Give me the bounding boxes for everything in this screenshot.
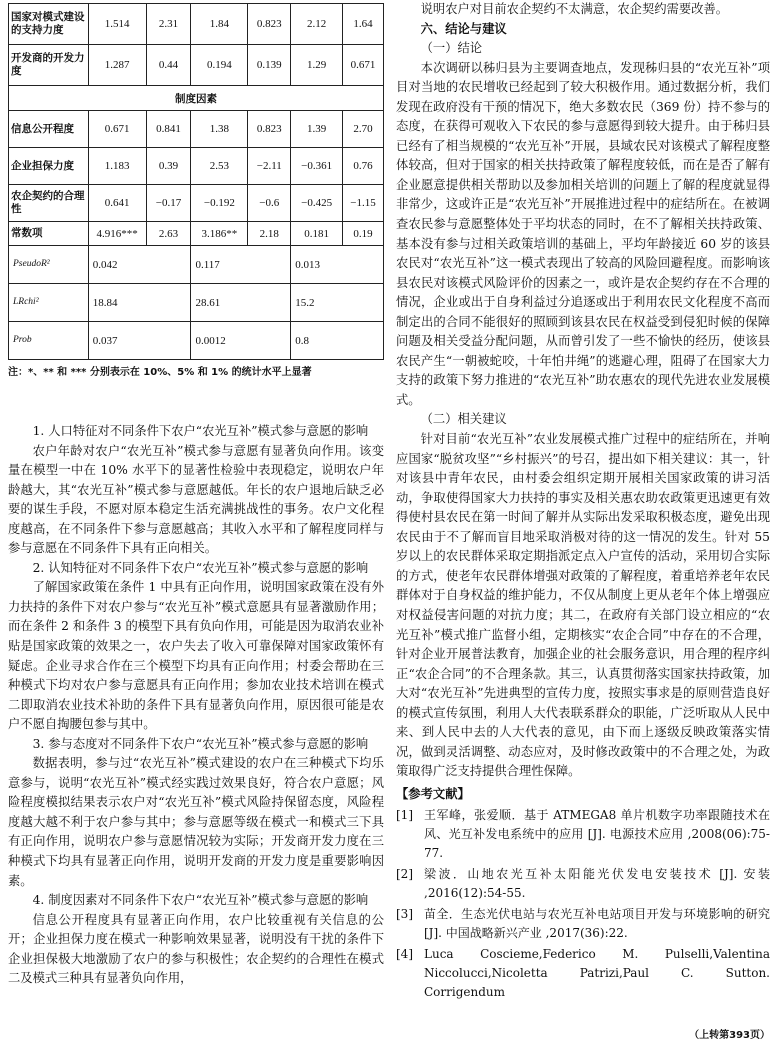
paragraph-0: 说明农户对目前农企契约不太满意，农企契约需要改善。	[420, 2, 729, 16]
cell-value: 2.53	[191, 148, 248, 185]
paragraph-suggestions: 针对目前“农光互补”农业发展模式推广过程中的症结所在，并响应国家“脱贫攻坚”“乡村振兴”的号召，提出如下相关建议：其一，针对该县中青年农民，由村委会组织定期开展相关国家政策的讲习活动，争取使得国家大力扶持的事实及相关惠农助农政策更迅速更有效得使村县农民在第一时间了解并从实际出发采取积极态度，避免出现农民由于不了解而盲目地采取消极对待的这一情况的发生。针对 55 岁以上的农民群体采取定期指派定点入户宣传的活动，采用切合实际的方式，使老年农民群体增强对政策的了解程度，着重培养老年农民群体对于自身权益的维护能力，不仅从制度上更从老年个体上增强应对权益侵害问题的对抗力度；其二，在政府有关部门设立相应的“农光互补”模式推广监督小组，定期核实“农企合同”中存在的不合理，针对企业开展普法教育，加强企业的社会服务意识，用合理的程序纠正“农企合同”的不合理条款。其三，认真贯彻落实国家扶持政策，加大对“农光互补”先进典型的宣传力度，按照实事求是的原则营造良好的模式宣传氛围，利用人大代表联系群众的职能，广泛听取从人民中来、到人民中去的人大代表的意见，由下而上逐级反映政策落实情况，做到灵活调整、动态应对，及时修改政策中的不合理之处，为政策取得广泛支持提供合理性保障。	[396, 432, 770, 779]
reference-text: 王军峰，张爱顺．基于 ATMEGA8 单片机数字功率跟随技术在风、光互补发电系统中的应用 [J]. 电源技术应用 ,2008(06):75-77.	[424, 807, 770, 860]
section-label: 制度因素	[9, 86, 384, 111]
cell-value: 0.76	[343, 148, 384, 185]
row-label: 常数项	[9, 222, 89, 246]
stat-value: 15.2	[291, 284, 384, 322]
section-row	[9, 86, 384, 111]
reference-text: 苗全．生态光伏电站与农光互补电站项目开发与环境影响的研究 [J]. 中国战略新兴产业 ,2017(36):22.	[424, 906, 770, 940]
table-note: 注：*、** 和 *** 分别表示在 10%、5% 和 1% 的统计水平上显著	[8, 367, 312, 378]
paragraph-1: 农户年龄对农户“农光互补”模式参与意愿有显著负向作用。该变量在模型一中在 10% 水平下的显著性检验中表现稳定，说明农户年龄越大，其“农光互补”模式参与意愿越低。年长的农户退地后缺乏必要的谋生手段，不愿对原本稳定生活充满挑战性的事务。农户文化程度越高，在不同条件下参与意愿越高；其收入水平和了解程度同样与参与意愿在不同条件下具有正向相关。	[8, 443, 384, 556]
cell-value: 0.823	[248, 4, 291, 45]
cell-value: 2.63	[146, 222, 191, 246]
stat-value: 0.8	[291, 322, 384, 360]
cell-value: −0.17	[146, 185, 191, 222]
table-row	[9, 45, 384, 86]
stat-value: 0.037	[88, 322, 191, 360]
cell-value: 1.39	[291, 111, 343, 148]
cell-value: −0.6	[248, 185, 291, 222]
reference-number: [1]	[396, 807, 413, 822]
cell-value: 1.84	[191, 4, 248, 45]
cell-value: 0.823	[248, 111, 291, 148]
cell-value: 2.12	[291, 4, 343, 45]
stat-row	[9, 322, 384, 360]
stat-row	[9, 246, 384, 284]
cell-value: 0.139	[248, 45, 291, 86]
heading-4: 4. 制度因素对不同条件下农户“农光互补”模式参与意愿的影响	[32, 893, 369, 908]
stat-value: 18.84	[88, 284, 191, 322]
stat-value: 0.013	[291, 246, 384, 284]
cell-value: −0.361	[291, 148, 343, 185]
reference-item	[396, 945, 770, 1002]
heading-2: 2. 认知特征对不同条件下农户“农光互补”模式参与意愿的影响	[32, 560, 369, 575]
cell-value: 0.671	[88, 111, 146, 148]
paragraph-3: 数据表明，参与过“农光互补”模式建设的农户在三种模式下均乐意参与，说明“农光互补”模式经实践过效果良好，符合农户意愿；风险程度模拟结果表示农户对“农光互补”模式风险持保留态度，风险程度越大越不利于农户参与其中；参与意愿等级在模式一和模式三下具有正向作用，说明农户参与意愿情况较为实际；开发商开发力度在三种模式下均具有显著正向作用，说明开发商的开发力度是重要影响因素。	[8, 756, 384, 888]
cell-value: 1.183	[88, 148, 146, 185]
left-column	[8, 0, 384, 989]
stat-label: Prob	[9, 322, 89, 360]
heading-1: 1. 人口特征对不同条件下农户“农光互补”模式参与意愿的影响	[32, 424, 369, 438]
references-list	[396, 806, 770, 1002]
reference-item	[396, 865, 770, 903]
reference-number: [2]	[396, 866, 413, 881]
cell-value: 4.916***	[88, 222, 146, 246]
continued-note: （上转第393页）	[689, 1030, 770, 1041]
cell-value: 2.70	[343, 111, 384, 148]
reference-number: [3]	[396, 906, 413, 921]
table-row	[9, 4, 384, 45]
stat-row	[9, 284, 384, 322]
cell-value: 0.671	[343, 45, 384, 86]
stat-value: 0.117	[191, 246, 291, 284]
stat-value: 0.042	[88, 246, 191, 284]
section-heading-6: 六、结论与建议	[420, 21, 507, 36]
cell-value: 0.641	[88, 185, 146, 222]
cell-value: 2.31	[146, 4, 191, 45]
cell-value: −0.425	[291, 185, 343, 222]
reference-item	[396, 806, 770, 863]
cell-value: 3.186**	[191, 222, 248, 246]
regression-table	[8, 3, 384, 360]
cell-value: 2.18	[248, 222, 291, 246]
cell-value: 1.29	[291, 45, 343, 86]
table-row	[9, 222, 384, 246]
paragraph-conclusion: 本次调研以秭归县为主要调查地点，发现秭归县的“农光互补”项目对当地的农民增收已经起到了较大积极作用。通过数据分析，我们发现在政府没有干预的情况下，绝大多数农民（369 份）持不参与的态度，在获得可观收入下农民的参与意愿得到较大提升。由于秭归县已经有了相当规模的“农光互补”开展，县域农民对该模式了解程度整体较高，但对于国家的相关扶持政策了解程度较低，而在是否了解有企业愿意提供相关帮助以及参加相关培训的问题上了解的程度就显得非常少，这或许正是“农光互补”开展推进过程中的症结所在。在被调查农民参与意愿整体处于平均状态的同时，在不了解相关扶持政策、基本没有参与过相关政策培训的基础上，平均年龄接近 60 岁的该县农民对“农光互补”这一模式表现出了较高的风险回避程度。而影响该县农民对该模式风险评价的因素之一，或许是农企契约存在不合理的情况，企业或出于自身利益过分追逐或出于利用农民文化程度不高而制定出的合同不能很好的照顾到该县农民在权益受到侵犯时候的保障问题及相关受益分配问题，从而曾引发了一些不愉快的经历，使该县农民产生“一朝被蛇咬，十年怕井绳”的逃避心理，阻碍了在国家大力支持的政策下努力推进的“农光互补”助农惠农的现代先进农业发展模式。	[396, 60, 770, 407]
row-label: 企业担保力度	[9, 148, 89, 185]
row-label: 国家对模式建设的支持力度	[9, 4, 89, 45]
reference-text: Luca Coscieme,Federico M. Pulselli,Valentina Niccolucci,Nicoletta Patrizi,Paul C. Sutton. Corrigendum	[424, 946, 770, 999]
stat-value: 0.0012	[191, 322, 291, 360]
cell-value: 0.194	[191, 45, 248, 86]
cell-value: 0.841	[146, 111, 191, 148]
subheading-conclusion: （一）结论	[420, 41, 483, 56]
right-column	[396, 0, 770, 1002]
row-label: 信息公开程度	[9, 111, 89, 148]
table-row	[9, 148, 384, 185]
cell-value: 1.514	[88, 4, 146, 45]
stat-label: LRchi²	[9, 284, 89, 322]
cell-value: −2.11	[248, 148, 291, 185]
cell-value: 0.39	[146, 148, 191, 185]
cell-value: 1.64	[343, 4, 384, 45]
subheading-suggestions: （二）相关建议	[420, 412, 507, 427]
stat-label: PseudoR²	[9, 246, 89, 284]
table-row	[9, 185, 384, 222]
cell-value: 0.44	[146, 45, 191, 86]
cell-value: 1.38	[191, 111, 248, 148]
reference-item	[396, 905, 770, 943]
row-label: 农企契约的合理性	[9, 185, 89, 222]
reference-number: [4]	[396, 946, 413, 961]
reference-text: 梁波．山地农光互补太阳能光伏发电安装技术 [J]. 安装 ,2016(12):54-55.	[424, 866, 770, 900]
table-row	[9, 111, 384, 148]
cell-value: −1.15	[343, 185, 384, 222]
cell-value: 0.181	[291, 222, 343, 246]
cell-value: 0.19	[343, 222, 384, 246]
stat-value: 28.61	[191, 284, 291, 322]
paragraph-2: 了解国家政策在条件 1 中具有正向作用，说明国家政策在没有外力扶持的条件下对农户参与“农光互补”模式意愿具有显著激励作用；而在条件 2 和条件 3 的模型下具有负向作用，可能是因为取消农业补贴是国家政策的效果之一，农户失去了收入可靠保障对国家政策怀有疑虑。企业寻求合作在三个模型下均具有正向作用；村委会帮助在三种模式下均对农户参与意愿具有正向作用；参加农业技术培训在模式二即取消农业技术补助的条件下具有显著负向作用，原因很可能是农户不愿自掏腰包参与其中。	[8, 580, 384, 732]
cell-value: 1.287	[88, 45, 146, 86]
cell-value: −0.192	[191, 185, 248, 222]
paragraph-4: 信息公开程度具有显著正向作用，农户比较重视有关信息的公开；企业担保力度在模式一种影响效果显著，说明没有干扰的条件下企业担保极大地激励了农户的参与积极性；农企契约的合理性在模式二及模式三种具有显著负向作用，	[8, 912, 384, 986]
row-label: 开发商的开发力度	[9, 45, 89, 86]
references-heading: 【参考文献】	[396, 786, 470, 801]
heading-3: 3. 参与态度对不同条件下农户“农光互补”模式参与意愿的影响	[32, 736, 369, 751]
